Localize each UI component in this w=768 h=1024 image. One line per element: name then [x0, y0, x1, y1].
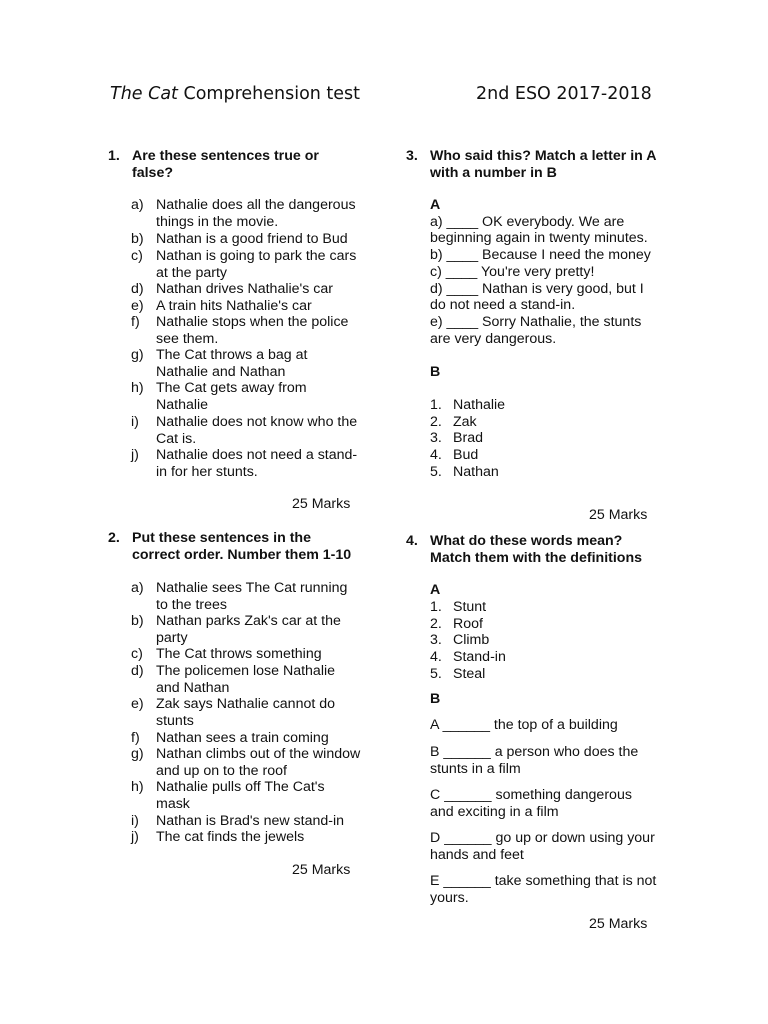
list-item: 1. Nathalie — [430, 397, 506, 413]
page-title — [110, 86, 360, 103]
marks-label: 25 Marks — [589, 916, 648, 932]
definition: A ______ the top of a building — [430, 717, 618, 733]
question-line: Put these sentences in the — [132, 530, 311, 546]
question-2: 2. Put these sentences in the correct order. Number them 1-10 a) Nathalie sees The Cat running to the trees b) Nathan parks Zak's car at the party c) The Cat throws something d) The policemen lose Nathalie and Nathan e) Zak says Nathalie cannot do stunts f) Nathan sees a train coming g) Nathan climbs out of the window and up on to the roof h) Nathalie pulls off The Cat's mask i) Nathan is Brad's new stand-in j) The cat finds the jewels — [108, 530, 388, 850]
question-4 — [406, 533, 706, 913]
list-item: 4. Bud — [430, 447, 479, 464]
section-a — [430, 197, 700, 347]
definition: B ______ a person who does the stunts in a film — [430, 744, 639, 777]
question-1: 1. Are these sentences true or false? a) Nathalie does all the dangerous things in the movie. b) Nathan is a good friend to Bud c) Nathan is going to park the cars at the party d) Nathan drives Nathalie's car e) A train hits Nathalie's car f) Nathalie stops when the police see them. g) The Cat throws a bag at Nathalie and Nathan h) The Cat gets away from Nathalie i) Nathalie does not know who the Cat is. j) Nathalie does not need a stand- in for her stunts. — [108, 148, 388, 508]
section-a-heading: A — [430, 582, 441, 598]
list-item: 2. Roof — [430, 615, 483, 632]
list-item: 1. Stunt — [430, 599, 487, 615]
question-3 — [406, 148, 706, 488]
title-italic: The Cat — [110, 84, 178, 104]
list-item: 5. Steal — [430, 665, 486, 682]
match-line: beginning again in twenty minutes. — [430, 230, 648, 247]
question-line: Who said this? Match a letter in A — [430, 148, 657, 164]
match-line: do not need a stand-in. — [430, 297, 576, 314]
marks-label: 25 Marks — [292, 862, 351, 878]
match-line: b) ____ Because I need the money — [430, 247, 651, 264]
question-line: with a number in B — [430, 164, 557, 181]
question-line: correct order. Number them 1-10 — [132, 546, 352, 563]
match-line: a) ____ OK everybody. We are — [430, 213, 625, 230]
list-item: 5. Nathan — [430, 463, 499, 480]
section-b-list — [430, 397, 630, 480]
question-line: Match them with the definitions — [430, 549, 643, 566]
word-list — [430, 599, 630, 682]
match-line: c) ____ You're very pretty! — [430, 263, 595, 280]
marks-label: 25 Marks — [292, 496, 351, 512]
section-b-heading: B — [430, 691, 441, 707]
question-1-heading — [108, 148, 388, 182]
match-line: d) ____ Nathan is very good, but I — [430, 280, 644, 297]
question-2-heading — [108, 530, 388, 564]
question-number: 4. — [406, 533, 418, 549]
definition: C ______ something dangerous and exciting in a film — [430, 787, 632, 820]
marks-label: 25 Marks — [589, 507, 648, 523]
definition: D ______ go up or down using your hands and feet — [430, 830, 655, 863]
definition: E ______ take something that is not yours. — [430, 873, 657, 906]
question-line: What do these words mean? — [430, 533, 623, 549]
list-item: 2. Zak — [430, 413, 477, 430]
list-item: 4. Stand-in — [430, 649, 506, 666]
list-item: 3. Climb — [430, 632, 490, 649]
course-label: 2nd ESO 2017-2018 — [476, 84, 652, 104]
question-4-heading — [406, 533, 706, 567]
list-item: 3. Brad — [430, 430, 483, 447]
question-number: 2. — [108, 530, 120, 546]
question-number: 3. — [406, 148, 418, 164]
question-line: Are these sentences true or — [132, 148, 319, 164]
question-line: false? — [132, 164, 174, 181]
match-line: are very dangerous. — [430, 330, 557, 347]
question-3-heading — [406, 148, 706, 182]
title-rest: Comprehension test — [177, 84, 361, 104]
question-number: 1. — [108, 148, 120, 164]
section-a-heading: A — [430, 197, 441, 213]
match-line: e) ____ Sorry Nathalie, the stunts — [430, 313, 642, 330]
section-b-heading: B — [430, 364, 441, 380]
